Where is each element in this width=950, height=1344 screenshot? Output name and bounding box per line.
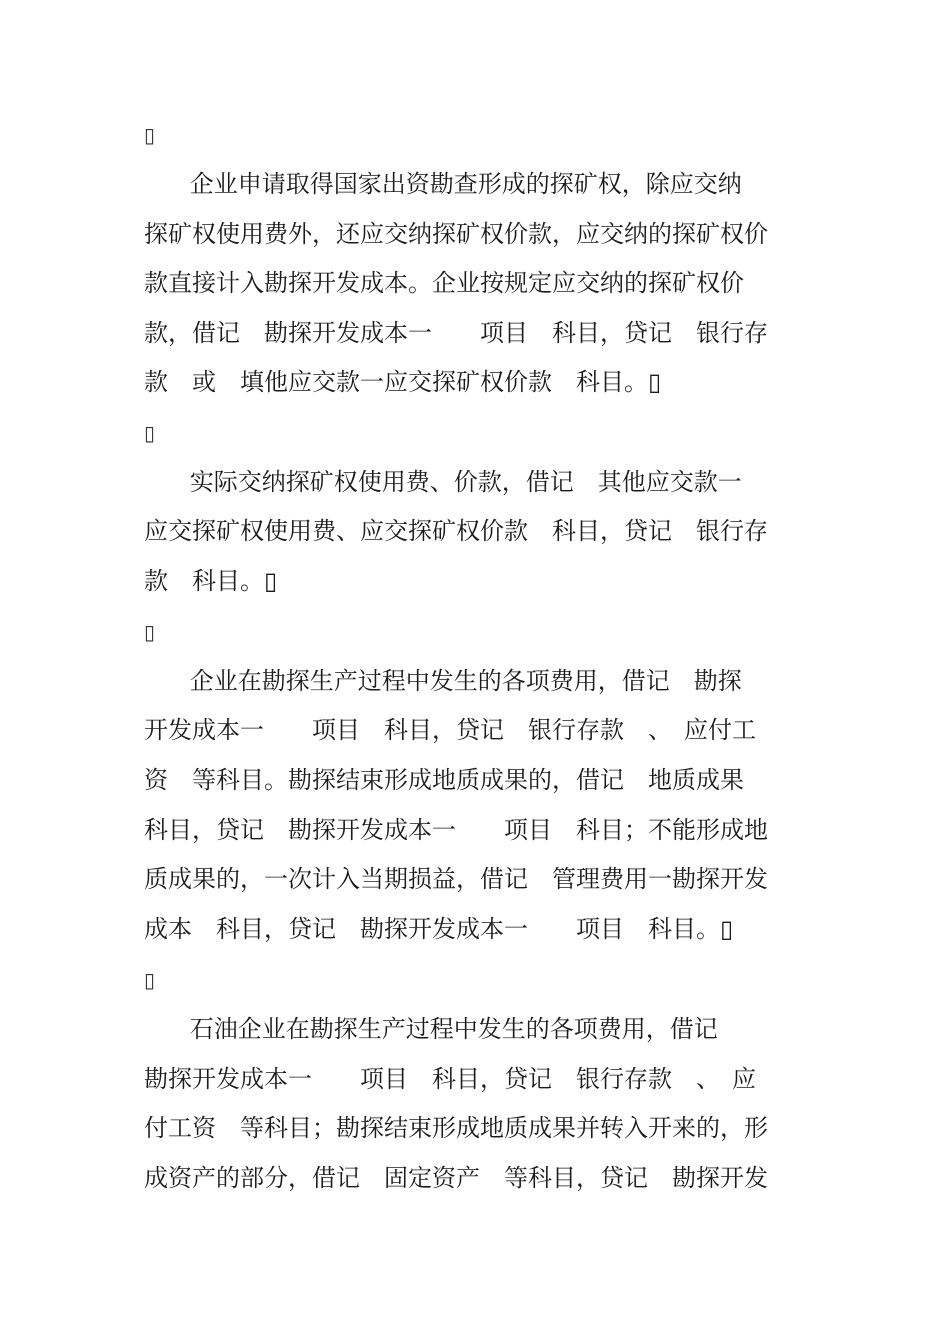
paragraph-marker: ▯ (144, 968, 156, 992)
text-line: 勘探开发成本一 项目 科目，贷记 银行存款 、 应 (144, 1065, 756, 1093)
paragraph-marker: ▯ (144, 620, 156, 644)
text-line: 款直接计入勘探开发成本。企业按规定应交纳的探矿权价 (144, 269, 744, 297)
text-line: 成本 科目，贷记 勘探开发成本一 项目 科目。▯ (144, 915, 734, 943)
text-line: 科目，贷记 勘探开发成本一 项目 科目；不能形成地 (144, 816, 768, 844)
paragraph-marker: ▯ (144, 123, 156, 147)
text-line: 企业申请取得国家出资勘查形成的探矿权，除应交纳 (144, 170, 742, 198)
text-line: 探矿权使用费外，还应交纳探矿权价款，应交纳的探矿权价 (144, 220, 768, 248)
text-line: 企业在勘探生产过程中发生的各项费用，借记 勘探 (144, 667, 742, 695)
paragraph-marker: ▯ (144, 421, 156, 445)
text-line: 应交探矿权使用费、应交探矿权价款 科目，贷记 银行存 (144, 517, 768, 545)
text-line: 实际交纳探矿权使用费、价款，借记 其他应交款一 (144, 468, 742, 496)
text-line: 质成果的，一次计入当期损益，借记 管理费用一勘探开发 (144, 865, 768, 893)
text-line: 开发成本一 项目 科目，贷记 银行存款 、 应付工 (144, 716, 756, 744)
text-line: 石油企业在勘探生产过程中发生的各项费用，借记 (144, 1015, 718, 1043)
text-line: 款 科目。▯ (144, 567, 278, 595)
text-line: 款，借记 勘探开发成本一 项目 科目，贷记 银行存 (144, 319, 768, 347)
text-line: 成资产的部分，借记 固定资产 等科目，贷记 勘探开发 (144, 1164, 768, 1192)
text-line: 资 等科目。勘探结束形成地质成果的，借记 地质成果 (144, 766, 744, 794)
text-line: 款 或 填他应交款一应交探矿权价款 科目。▯ (144, 368, 662, 396)
text-line: 付工资 等科目；勘探结束形成地质成果并转入开来的，形 (144, 1114, 768, 1142)
